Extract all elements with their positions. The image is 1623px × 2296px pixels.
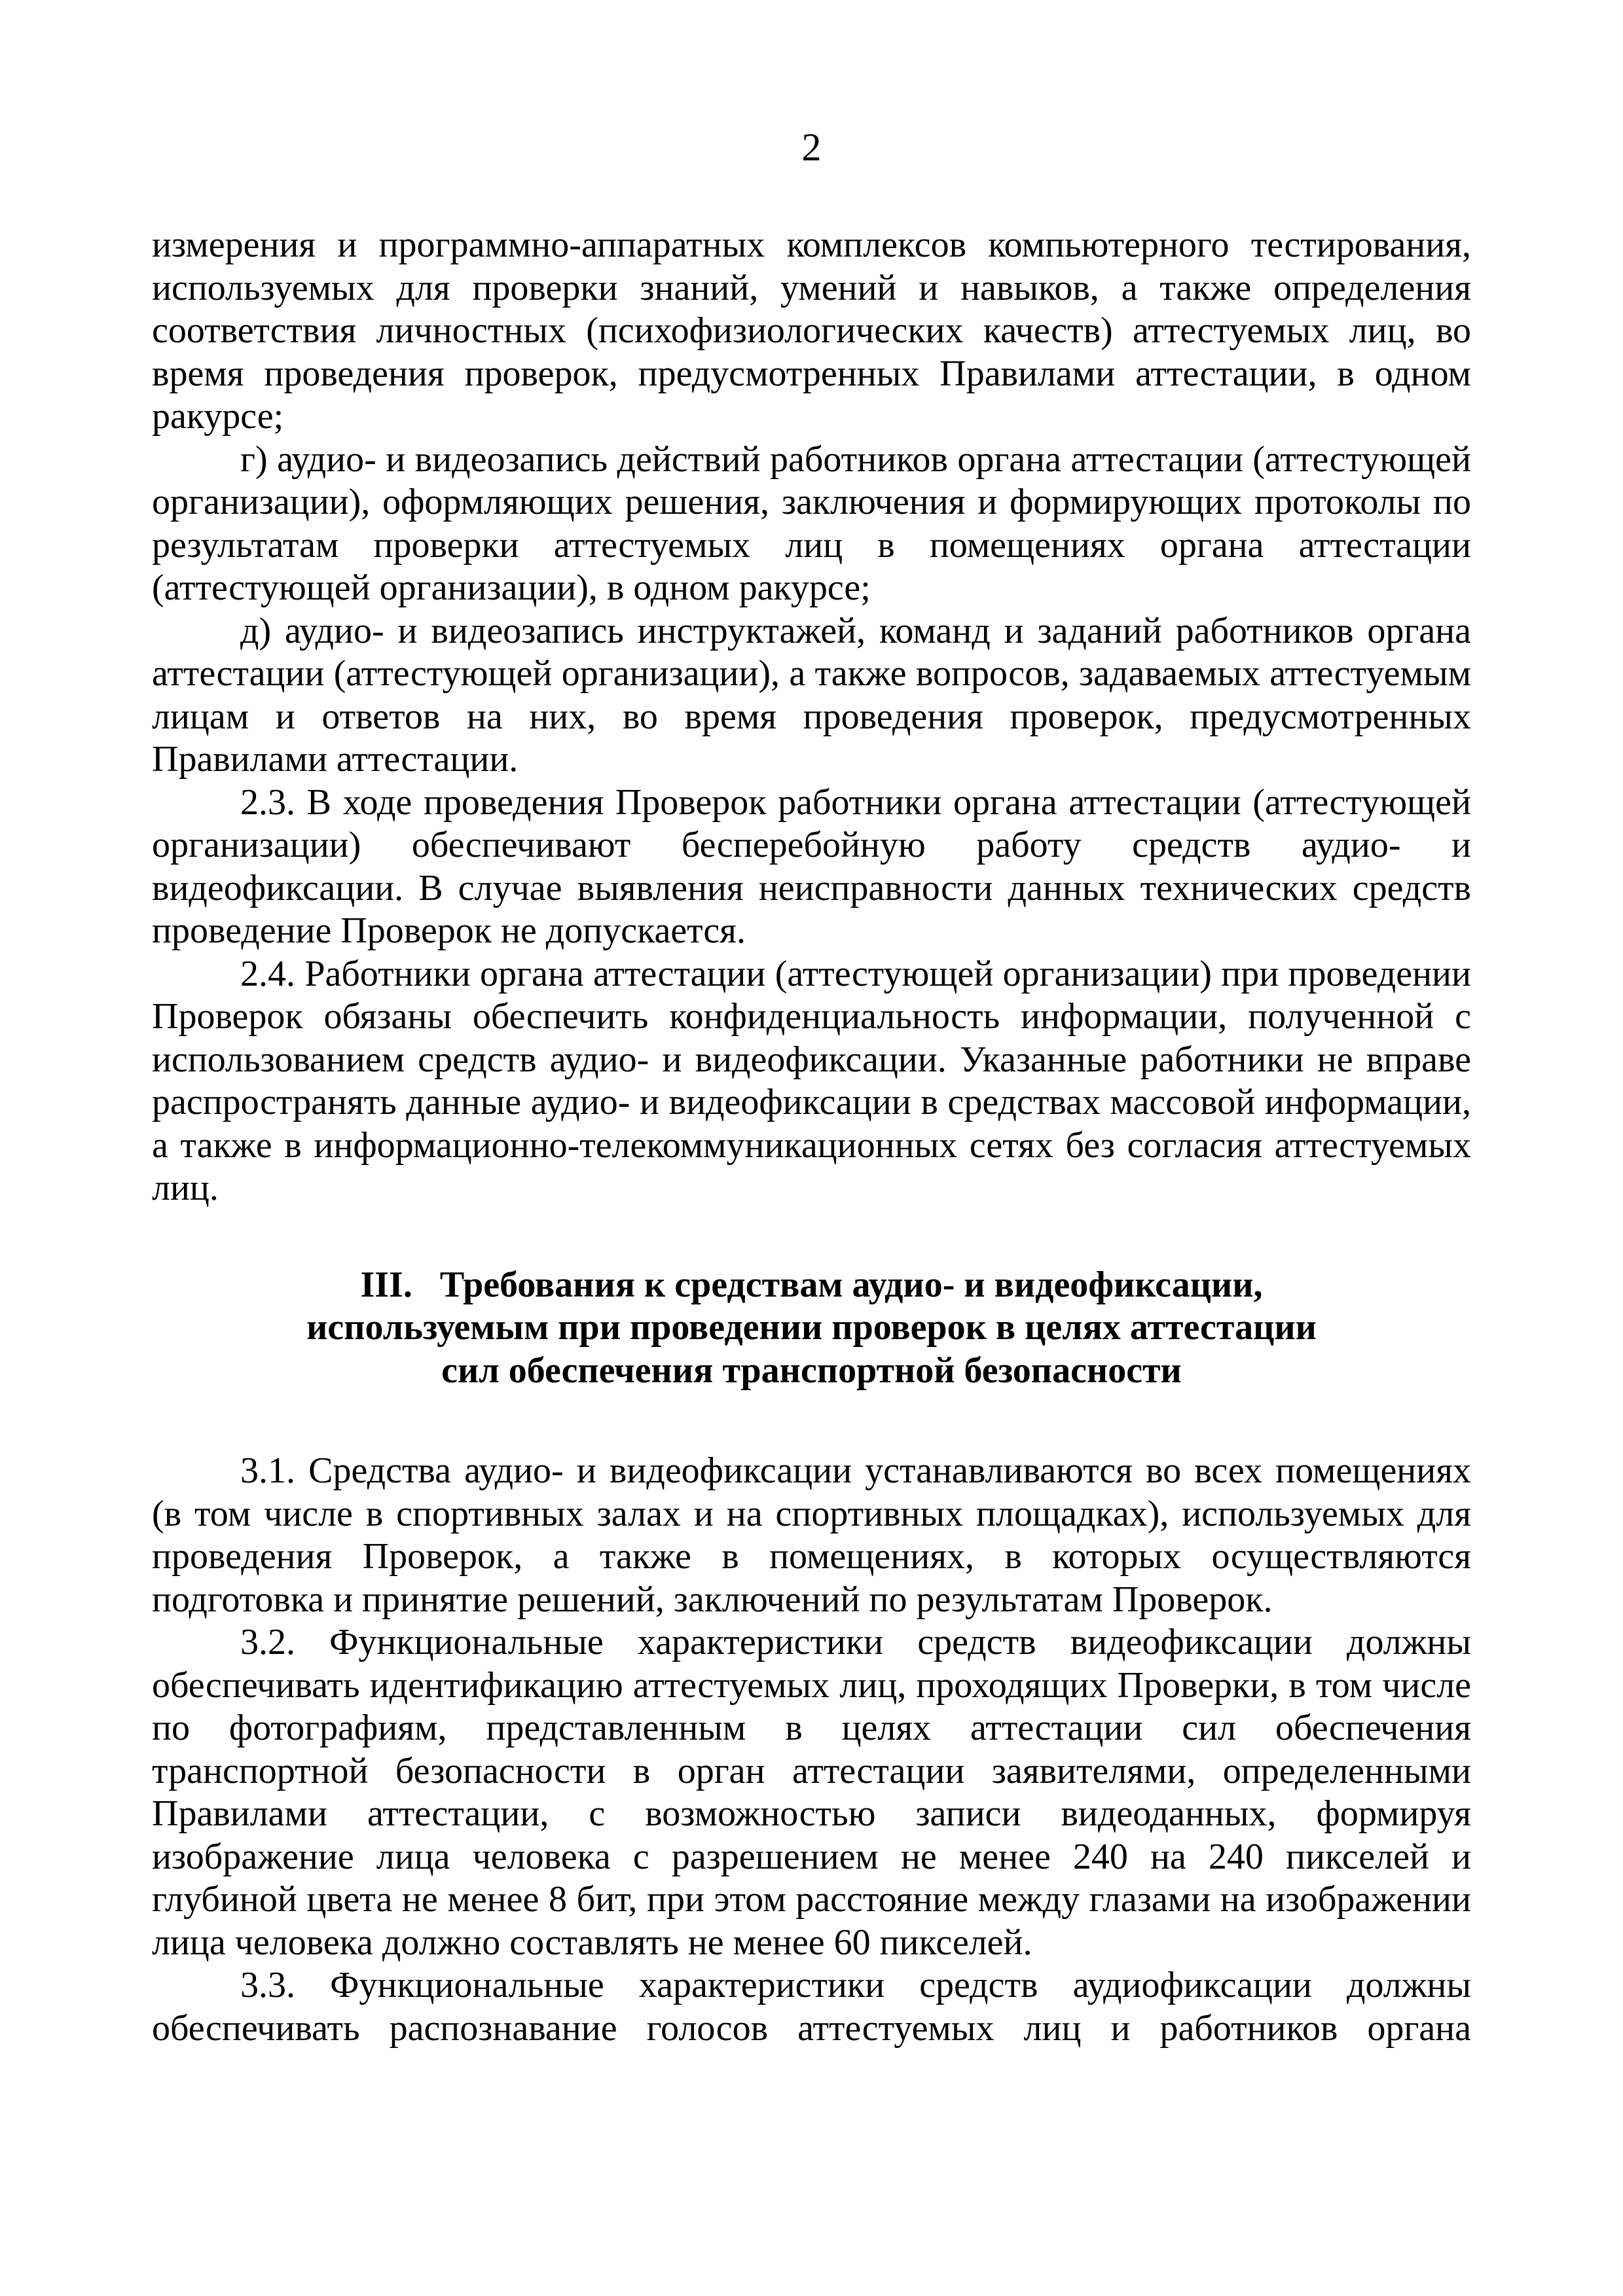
paragraph-3-2: 3.2. Функциональные характеристики средств видеофиксации должны обеспечивать идентификацию аттестуемых лиц, проходящих Проверки, в том числе по фотографиям, представленным в целях аттестации сил обеспечения транспортной безопасности в орган аттестации заявителями, определенными Правилами аттестации, с возможностью записи видеоданных, формируя изображение лица человека с разрешением не менее 240 на 240 пикселей и глубиной цвета не менее 8 бит, при этом расстояние между глазами на изображении лица человека должно составлять не менее 60 пикселей. (152, 1622, 1471, 1963)
document-body (152, 224, 1471, 2050)
paragraph-2-4: 2.4. Работники органа аттестации (аттестующей организации) при проведении Проверок обязаны обеспечить конфиденциальность информации, полученной с использованием средств аудио- и видеофиксации. Указанные работники не вправе распространять данные аудио- и видеофиксации в средствах массовой информации, а также в информационно-телекоммуникационных сетях без согласия аттестуемых лиц. (152, 953, 1471, 1208)
paragraph-item-d: д) аудио- и видеозапись инструктажей, команд и заданий работников органа аттестации (аттестующей организации), а также вопросов, задаваемых аттестуемым лицам и ответов на них, во время проведения проверок, предусмотренных Правилами аттестации. (152, 610, 1471, 780)
section-heading-line: используемым при проведении проверок в целях аттестации (306, 1307, 1317, 1348)
page-number: 2 (801, 126, 822, 169)
paragraph-2-3: 2.3. В ходе проведения Проверок работники органа аттестации (аттестующей организации) обеспечивают бесперебойную работу средств аудио- и видеофиксации. В случае выявления неисправности данных технических средств проведение Проверок не допускается. (152, 781, 1471, 951)
section-heading-line: сил обеспечения транспортной безопасности (441, 1350, 1182, 1391)
paragraph-3-3: 3.3. Функциональные характеристики средств аудиофиксации должны обеспечивать распознавание голосов аттестуемых лиц и работников органа (152, 1965, 1471, 2049)
paragraph-item-g: г) аудио- и видеозапись действий работников органа аттестации (аттестующей организации), оформляющих решения, заключения и формирующих протоколы по результатам проверки аттестуемых лиц в помещениях органа аттестации (аттестующей организации), в одном ракурсе; (152, 439, 1471, 608)
paragraph-3-1: 3.1. Средства аудио- и видеофиксации устанавливаются во всех помещениях (в том числе в спортивных залах и на спортивных площадках), используемых для проведения Проверок, а также в помещениях, в которых осуществляются подготовка и принятие решений, заключений по результатам Проверок. (152, 1450, 1471, 1620)
section-heading-line: III. Требования к средствам аудио- и видеофиксации, (360, 1264, 1263, 1305)
section-heading (152, 1264, 1471, 1393)
paragraph: измерения и программно-аппаратных комплексов компьютерного тестирования, используемых для проверки знаний, умений и навыков, а также определения соответствия личностных (психофизиологических качеств) аттестуемых лиц, во время проведения проверок, предусмотренных Правилами аттестации, в одном ракурсе; (152, 224, 1471, 437)
